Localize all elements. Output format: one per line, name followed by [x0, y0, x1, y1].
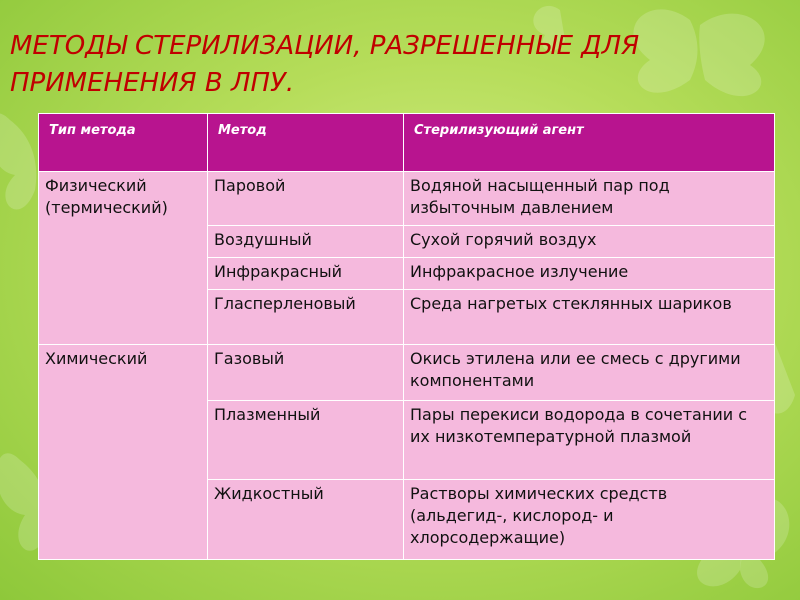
table-header-row: [39, 114, 775, 172]
agent-cell: Инфракрасное излучение: [404, 258, 775, 290]
method-cell: Гласперленовый: [208, 290, 404, 345]
sterilization-methods-table: [38, 113, 775, 560]
header-method: Метод: [208, 114, 404, 172]
agent-cell: Растворы химических средств (альдегид-, кислород- и хлорсодержащие): [404, 480, 775, 560]
agent-cell: Среда нагретых стеклянных шариков: [404, 290, 775, 345]
method-cell: Инфракрасный: [208, 258, 404, 290]
method-cell: Паровой: [208, 172, 404, 226]
method-cell: Плазменный: [208, 401, 404, 480]
method-cell: Жидкостный: [208, 480, 404, 560]
header-sterilizing-agent: Стерилизующий агент: [404, 114, 775, 172]
header-method-type: Тип метода: [39, 114, 208, 172]
sterilization-methods-table-container: [38, 113, 774, 560]
agent-cell: Водяной насыщенный пар под избыточным давлением: [404, 172, 775, 226]
method-type-cell: Физический (термический): [39, 172, 208, 345]
agent-cell: Пары перекиси водорода в сочетании с их низкотемпературной плазмой: [404, 401, 775, 480]
agent-cell: Сухой горячий воздух: [404, 226, 775, 258]
method-cell: Газовый: [208, 345, 404, 401]
table-row: [39, 172, 775, 226]
method-cell: Воздушный: [208, 226, 404, 258]
agent-cell: Окись этилена или ее смесь с другими компонентами: [404, 345, 775, 401]
slide-title: МЕТОДЫ СТЕРИЛИЗАЦИИ, РАЗРЕШЕННЫЕ ДЛЯ ПРИМЕНЕНИЯ В ЛПУ.: [10, 31, 640, 98]
table-row: [39, 345, 775, 401]
method-type-cell: Химический: [39, 345, 208, 560]
